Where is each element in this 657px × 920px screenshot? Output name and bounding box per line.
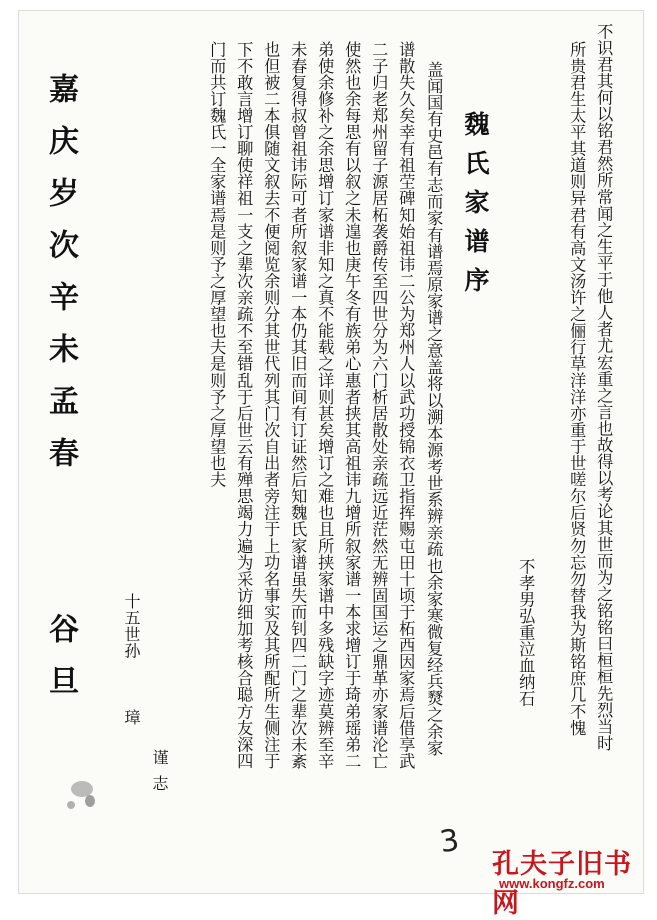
watermark-site-name: 孔夫子旧书网 — [492, 849, 632, 919]
preface-title: 魏氏家谱序 — [461, 111, 490, 306]
date-line: 嘉庆岁次辛未孟春 — [43, 73, 78, 489]
signature-generation: 十五世孙 — [122, 593, 141, 659]
epitaph-column-2: 所贵君生太平其道则异君有高文汤许之俪行草洋洋亦重于世嗟尔后贤勿忘勿替我为斯铭庶几不愧 — [567, 41, 587, 737]
ink-smudge — [85, 795, 95, 807]
signature-name: 璋 — [122, 709, 141, 726]
preface-column-9: 门而共订魏氏一全家谱焉是则予之厚望也夫是则予之厚望也夫 — [207, 41, 227, 488]
document-page — [18, 10, 644, 894]
signature-action: 谨志 — [150, 749, 169, 801]
preface-column-3: 二子归老郑州留子源居柘袭爵传至四世分为六门析居散处亲疏远近茫然无辨固国运之鼎革亦家谱沦亡 — [369, 41, 389, 770]
preface-column-4: 使然也余每思有以叙之未遑也庚午冬有族弟心惠者挟其高祖讳九增所叙家谱一本求增订于琦弟瑶弟二 — [342, 41, 362, 770]
epitaph-column-1: 不识君其何以铭君然所常闻之生平于他人者尤宏重之言也故得以考论其世而为之铭铭曰桓桓先烈当时 — [594, 23, 614, 752]
handwritten-page-number: 3 — [437, 822, 462, 861]
preface-column-5: 弟使余修补之余思增订家谱非知之真不能载之详则甚矣增订之难也且所挟家谱中多残缺字迹莫辨至辛 — [315, 41, 335, 770]
watermark-url: www.kongfz.com — [499, 876, 605, 891]
epitaph-signature: 不孝男弘重泣血纳石 — [516, 558, 536, 707]
preface-column-1: 盖闻国有史邑有志而家有谱焉原家谱之意盖将以溯本源考世系辨亲疏也余家寒微复经兵燹之余家 — [424, 61, 444, 757]
ink-smudge — [67, 801, 75, 809]
preface-column-7: 也但被二本俱随文叙去不便阅览余则分其世代列其门次自出者旁注于上功名事实及其所配所生侧注于 — [261, 41, 281, 770]
date-suffix: 谷旦 — [43, 613, 78, 717]
preface-column-6: 未春复得叔曾祖讳际可者所叙家谱一本仍其旧而间有订证然后知魏氏家谱虽失而钊四二门之辈次未紊 — [288, 41, 308, 770]
preface-column-8: 下不敢言增订聊使祥祖一支之辈次亲疏不至错乱于后世云有殚思竭力遍为采访细加考核合聪方友深四 — [234, 41, 254, 770]
preface-column-2: 谱散失久矣幸有祖茔碑知始祖讳二公为郑州人以武功授锦衣卫指挥赐屯田十顷于柘西因家焉后借享武 — [396, 41, 416, 770]
